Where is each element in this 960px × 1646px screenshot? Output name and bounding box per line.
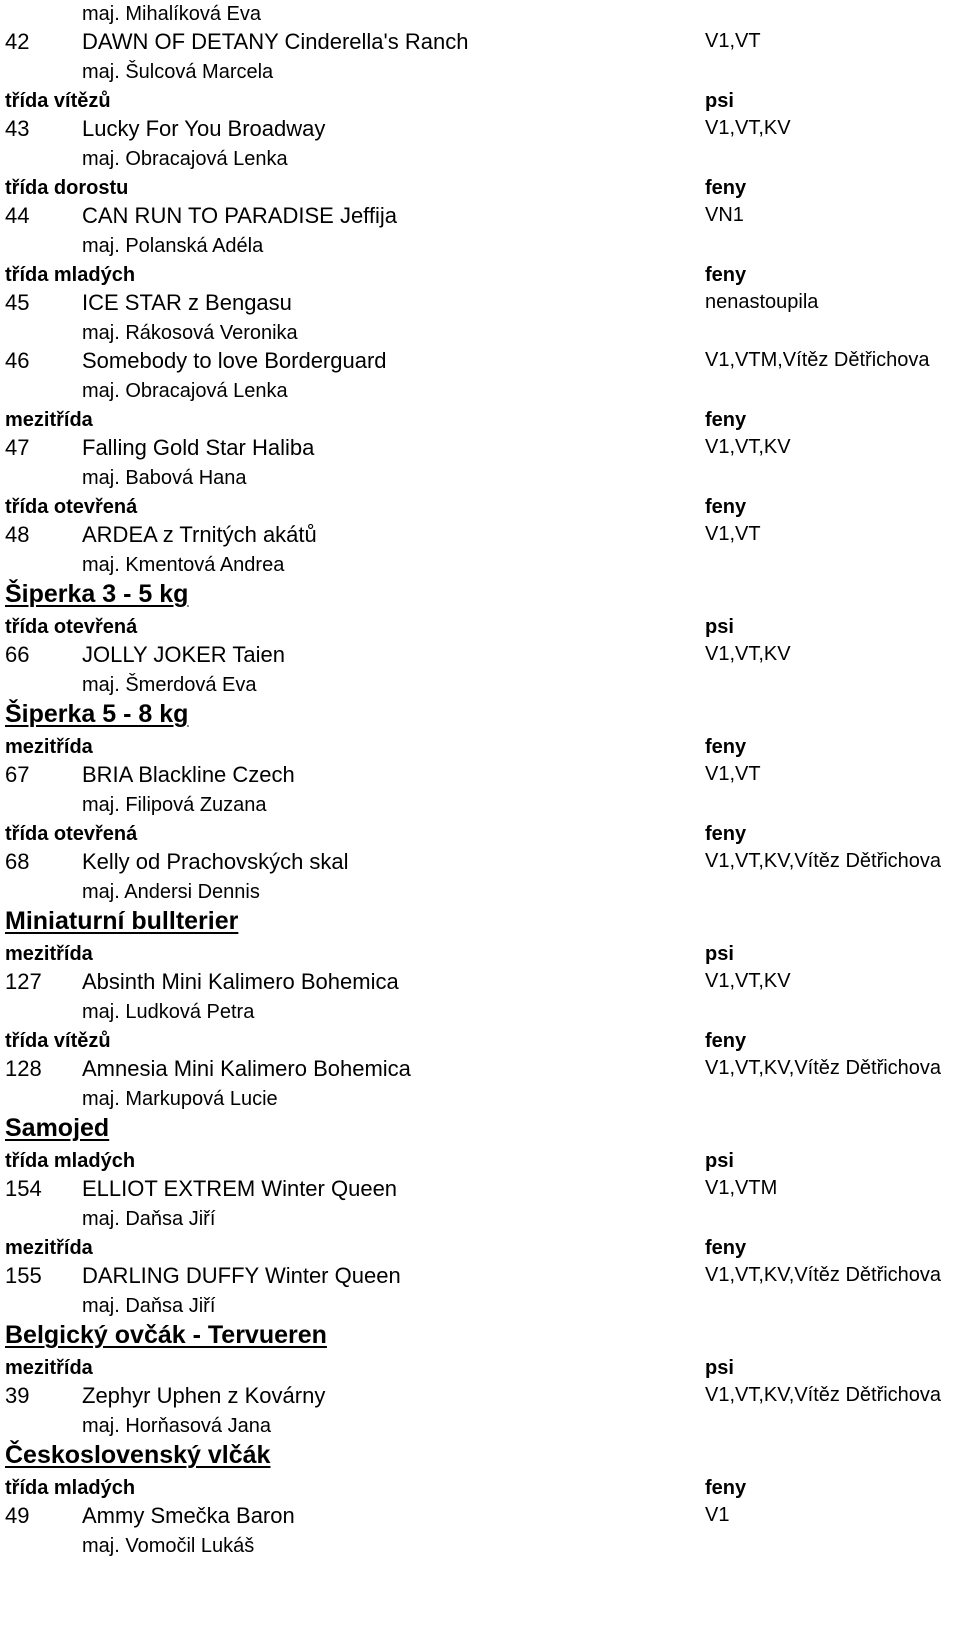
- sex-label: feny: [705, 823, 747, 845]
- owner-name: maj. Filipová Zuzana: [82, 794, 267, 816]
- catalog-number: 127: [5, 969, 42, 994]
- class-label: mezitřída: [5, 736, 93, 758]
- sex-label: feny: [705, 496, 747, 518]
- owner-name: maj. Obracajová Lenka: [82, 148, 288, 170]
- catalog-number: 155: [5, 1263, 42, 1288]
- result: V1,VT,KV: [705, 643, 791, 665]
- dog-name: JOLLY JOKER Taien: [82, 642, 285, 667]
- breed-title: Československý vlčák: [5, 1441, 271, 1469]
- owner-name: maj. Obracajová Lenka: [82, 380, 288, 402]
- class-label: třída mladých: [5, 264, 136, 286]
- catalog-number: 42: [5, 29, 30, 54]
- breed-title: Belgický ovčák - Tervueren: [5, 1321, 327, 1349]
- owner-name: maj. Polanská Adéla: [82, 235, 264, 257]
- dog-name: ARDEA z Trnitých akátů: [82, 522, 317, 547]
- class-label: třída vítězů: [5, 1030, 111, 1052]
- owner-name: maj. Kmentová Andrea: [82, 554, 285, 576]
- class-label: mezitřída: [5, 409, 93, 431]
- class-label: třída otevřená: [5, 823, 138, 845]
- dog-name: Falling Gold Star Haliba: [82, 435, 315, 460]
- dog-name: CAN RUN TO PARADISE Jeffija: [82, 203, 398, 228]
- result: V1,VT,KV,Vítěz Dětřichova: [705, 1384, 942, 1406]
- owner-name: maj. Daňsa Jiří: [82, 1295, 216, 1317]
- class-label: mezitřída: [5, 1357, 93, 1379]
- owner-name: maj. Horňasová Jana: [82, 1415, 271, 1437]
- owner-name: maj. Mihalíková Eva: [82, 3, 261, 25]
- result: nenastoupila: [705, 291, 819, 313]
- class-label: třída mladých: [5, 1150, 136, 1172]
- class-label: mezitřída: [5, 943, 93, 965]
- breed-title: Miniaturní bullterier: [5, 907, 239, 935]
- class-label: mezitřída: [5, 1237, 93, 1259]
- sex-label: feny: [705, 177, 747, 199]
- result: V1: [705, 1504, 730, 1526]
- dog-name: ELLIOT EXTREM Winter Queen: [82, 1176, 398, 1201]
- catalog-number: 45: [5, 290, 30, 315]
- dog-name: Lucky For You Broadway: [82, 116, 326, 141]
- sex-label: psi: [705, 1357, 734, 1379]
- dog-name: Kelly od Prachovských skal: [82, 849, 349, 874]
- dog-name: DARLING DUFFY Winter Queen: [82, 1263, 401, 1288]
- dog-name: BRIA Blackline Czech: [82, 762, 295, 787]
- sex-label: feny: [705, 736, 747, 758]
- owner-name: maj. Ludková Petra: [82, 1001, 255, 1023]
- sex-label: feny: [705, 1237, 747, 1259]
- class-label: třída dorostu: [5, 177, 129, 199]
- dog-name: Ammy Smečka Baron: [82, 1503, 295, 1528]
- dog-name: Somebody to love Borderguard: [82, 348, 387, 373]
- class-label: třída vítězů: [5, 90, 111, 112]
- class-label: třída otevřená: [5, 496, 138, 518]
- sex-label: psi: [705, 616, 734, 638]
- sex-label: psi: [705, 943, 734, 965]
- breed-title: Šiperka 5 - 8 kg: [5, 700, 189, 728]
- catalog-number: 67: [5, 762, 30, 787]
- result: V1,VT,KV: [705, 970, 791, 992]
- catalog-number: 48: [5, 522, 30, 547]
- result: VN1: [705, 204, 744, 226]
- catalog-number: 44: [5, 203, 30, 228]
- dog-name: ICE STAR z Bengasu: [82, 290, 292, 315]
- result: V1,VTM,Vítěz Dětřichova: [705, 349, 930, 371]
- dog-name: DAWN OF DETANY Cinderella's Ranch: [82, 29, 469, 54]
- catalog-number: 66: [5, 642, 30, 667]
- catalog-number: 46: [5, 348, 30, 373]
- owner-name: maj. Andersi Dennis: [82, 881, 260, 903]
- breed-title: Samojed: [5, 1114, 110, 1142]
- sex-label: psi: [705, 90, 734, 112]
- catalog-number: 128: [5, 1056, 42, 1081]
- breed-title: Šiperka 3 - 5 kg: [5, 580, 189, 608]
- catalog-number: 39: [5, 1383, 30, 1408]
- owner-name: maj. Babová Hana: [82, 467, 247, 489]
- result: V1,VT: [705, 763, 761, 785]
- result: V1,VTM: [705, 1177, 778, 1199]
- sex-label: feny: [705, 409, 747, 431]
- owner-name: maj. Rákosová Veronika: [82, 322, 298, 344]
- owner-name: maj. Daňsa Jiří: [82, 1208, 216, 1230]
- catalog-number: 68: [5, 849, 30, 874]
- owner-name: maj. Šmerdová Eva: [82, 674, 257, 696]
- result: V1,VT: [705, 523, 761, 545]
- sex-label: feny: [705, 1477, 747, 1499]
- owner-name: maj. Markupová Lucie: [82, 1088, 278, 1110]
- sex-label: feny: [705, 264, 747, 286]
- dog-name: Absinth Mini Kalimero Bohemica: [82, 969, 399, 994]
- owner-name: maj. Vomočil Lukáš: [82, 1535, 255, 1557]
- result: V1,VT: [705, 30, 761, 52]
- dog-name: Amnesia Mini Kalimero Bohemica: [82, 1056, 411, 1081]
- catalog-number: 49: [5, 1503, 30, 1528]
- result: V1,VT,KV,Vítěz Dětřichova: [705, 850, 942, 872]
- result: V1,VT,KV,Vítěz Dětřichova: [705, 1264, 942, 1286]
- result: V1,VT,KV,Vítěz Dětřichova: [705, 1057, 942, 1079]
- catalog-number: 154: [5, 1176, 42, 1201]
- result: V1,VT,KV: [705, 436, 791, 458]
- sex-label: psi: [705, 1150, 734, 1172]
- result: V1,VT,KV: [705, 117, 791, 139]
- class-label: třída mladých: [5, 1477, 136, 1499]
- class-label: třída otevřená: [5, 616, 138, 638]
- owner-name: maj. Šulcová Marcela: [82, 61, 274, 83]
- dog-name: Zephyr Uphen z Kovárny: [82, 1383, 326, 1408]
- catalog-number: 43: [5, 116, 30, 141]
- catalog-number: 47: [5, 435, 30, 460]
- sex-label: feny: [705, 1030, 747, 1052]
